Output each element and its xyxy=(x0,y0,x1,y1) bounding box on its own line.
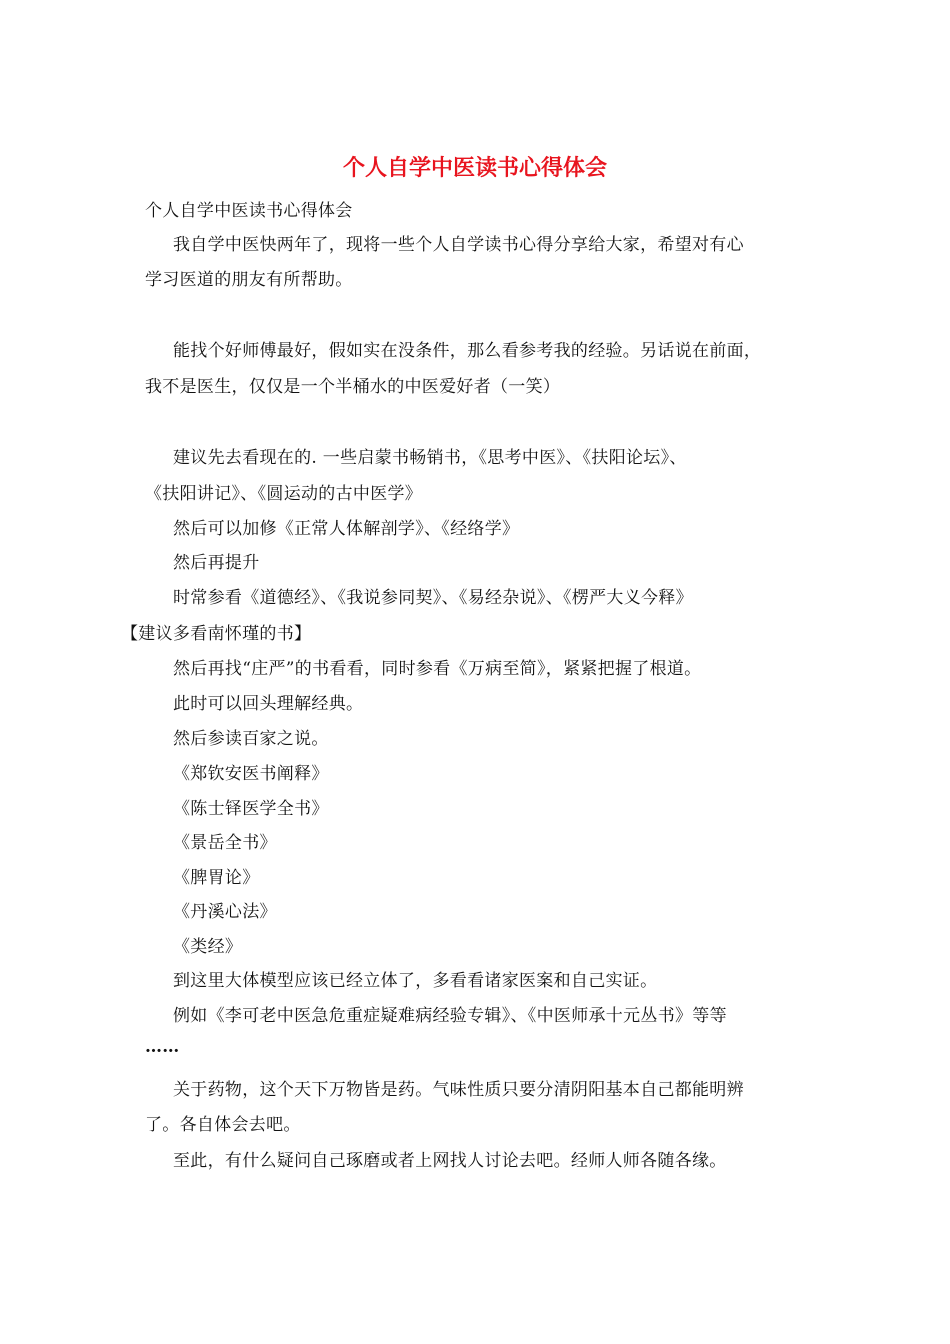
paragraph-line: 学习医道的朋友有所帮助。 xyxy=(145,270,353,290)
paragraph-line: 我自学中医快两年了，现将一些个人自学读书心得分享给大家，希望对有心 xyxy=(173,235,744,255)
paragraph-line: 《扶阳讲记》、《圆运动的古中医学》 xyxy=(145,484,423,504)
book-list-item: 《陈士铎医学全书》 xyxy=(173,799,329,819)
paragraph-line: 到这里大体模型应该已经立体了，多看看诸家医案和自己实证。 xyxy=(173,971,658,991)
paragraph-line: 此时可以回头理解经典。 xyxy=(173,694,364,714)
paragraph-line: 至此，有什么疑问自己琢磨或者上网找人讨论去吧。经师人师各随各缘。 xyxy=(173,1151,727,1171)
paragraph-line: 关于药物，这个天下万物皆是药。气味性质只要分清阴阳基本自己都能明辨 xyxy=(173,1080,744,1100)
book-list-item: 《丹溪心法》 xyxy=(173,902,277,922)
book-list-item: 《郑钦安医书阐释》 xyxy=(173,764,329,784)
paragraph-line: 然后参读百家之说。 xyxy=(173,729,329,749)
paragraph-line: 能找个好师傅最好，假如实在没条件，那么看参考我的经验。另话说在前面， xyxy=(173,341,762,361)
paragraph-line: 了。各自体会去吧。 xyxy=(145,1115,301,1135)
paragraph-line: 例如《李可老中医急危重症疑难病经验专辑》、《中医师承十元丛书》等等 xyxy=(173,1006,727,1026)
paragraph-line: 我不是医生，仅仅是一个半桶水的中医爱好者（一笑） xyxy=(145,377,561,397)
paragraph-line: 然后可以加修《正常人体解剖学》、《经络学》 xyxy=(173,519,520,539)
book-list-item: 《景岳全书》 xyxy=(173,833,277,853)
ellipsis-line: …… xyxy=(145,1037,180,1057)
book-list-item: 《类经》 xyxy=(173,937,243,957)
paragraph-line: 然后再找“庄严”的书看看，同时参看《万病至简》，紧紧把握了根道。 xyxy=(173,659,702,679)
document-title: 个人自学中医读书心得体会 xyxy=(342,155,607,181)
paragraph-line: 时常参看《道德经》、《我说参同契》、《易经杂说》、《楞严大义今释》 xyxy=(173,588,693,608)
book-list-item: 《脾胃论》 xyxy=(173,868,260,888)
paragraph-line: 建议先去看现在的. 一些启蒙书畅销书，《思考中医》、《扶阳论坛》、 xyxy=(173,448,687,468)
paragraph-line: 然后再提升 xyxy=(173,553,260,573)
paragraph-line: 【建议多看南怀瑾的书】 xyxy=(121,624,312,644)
subtitle-line: 个人自学中医读书心得体会 xyxy=(145,201,353,221)
